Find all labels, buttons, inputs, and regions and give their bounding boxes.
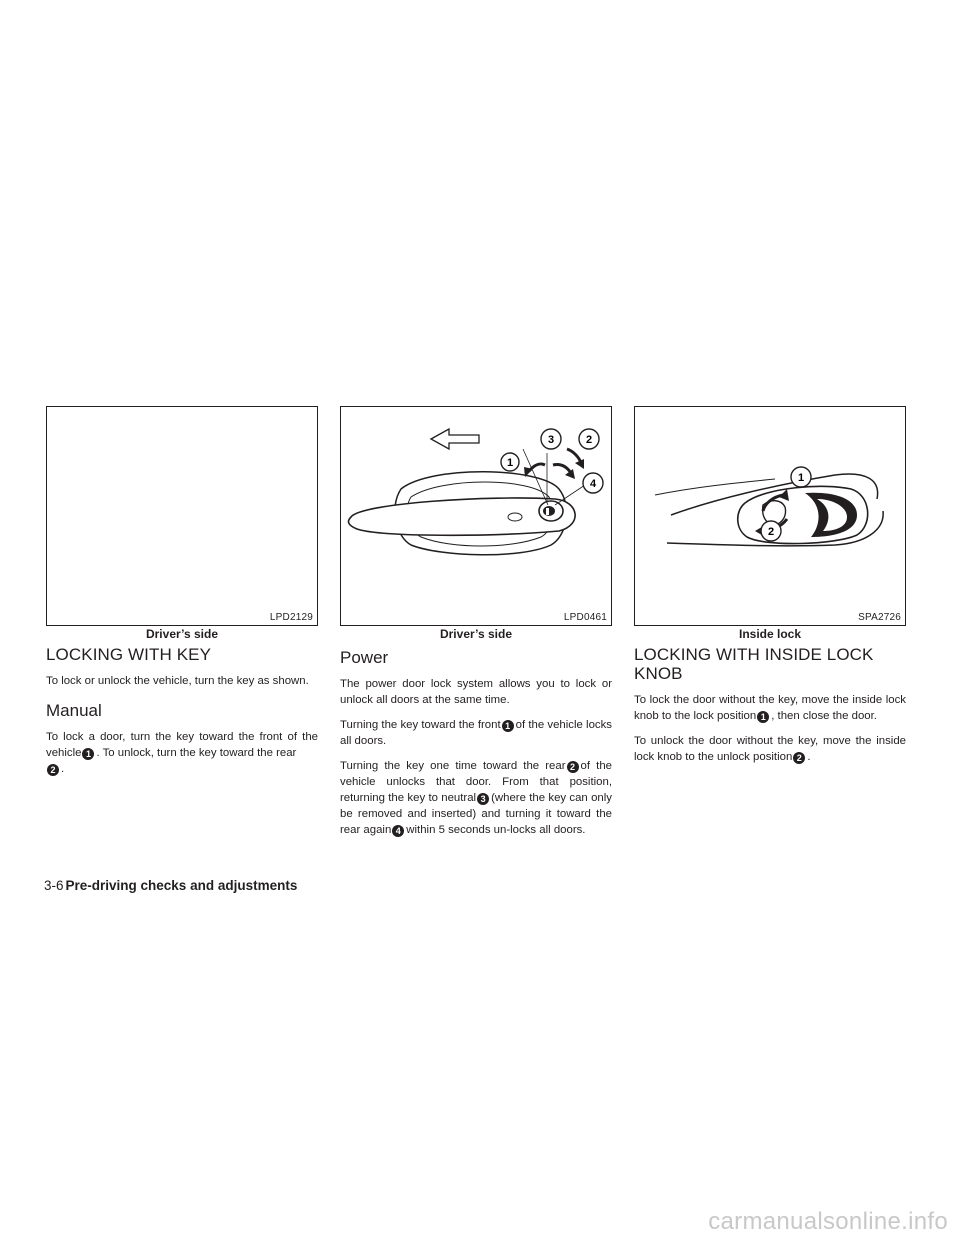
callout-2-icon: 2	[793, 752, 805, 764]
inside-lock-illustration	[635, 407, 905, 625]
door-handle-illustration	[341, 407, 611, 625]
figure-caption: Driver’s side	[145, 627, 219, 641]
paragraph-inside-lock-2: To unlock the door without the key, move the inside lock knob to the unlock position 2 .	[634, 735, 906, 763]
callout-3-icon	[541, 429, 561, 449]
page-number: 3-6	[44, 878, 64, 893]
svg-text:1: 1	[506, 457, 514, 469]
column-3	[634, 406, 906, 765]
paragraph-intro: To lock or unlock the vehicle, turn the key as shown.	[46, 675, 309, 687]
paragraph-power-2: Turning the key toward the front 1 of the vehicle locks all doors.	[340, 719, 612, 747]
figure-lpd0461	[340, 406, 612, 626]
callout-2-icon: 2	[567, 761, 579, 773]
callout-1-icon: 1	[757, 711, 769, 723]
svg-text:2: 2	[585, 434, 593, 446]
section-title: Pre-driving checks and adjustments	[65, 878, 298, 893]
callout-2-icon: 2	[47, 764, 59, 776]
column-2	[340, 406, 612, 838]
callout-2-icon	[761, 521, 781, 541]
figure-spa2726	[634, 406, 906, 626]
callout-1-icon	[791, 467, 811, 487]
callout-2-icon	[579, 429, 599, 449]
page-footer	[44, 878, 297, 894]
svg-text:2: 2	[767, 526, 775, 538]
subheading-manual: Manual	[46, 701, 102, 720]
front-arrow-icon	[431, 429, 479, 449]
callout-4-icon: 4	[392, 825, 404, 837]
paragraph-manual: To lock a door, turn the key toward the front of the vehicle 1 . To unlock, turn the key toward the rear 2 .	[46, 731, 318, 775]
paragraph-power-1: The power door lock system allows you to lock or unlock all doors at the same time.	[340, 678, 612, 706]
paragraph-inside-lock-1: To lock the door without the key, move the inside lock knob to the lock position 1 , then close the door.	[634, 694, 906, 722]
subheading-power: Power	[340, 648, 389, 667]
callout-1-icon: 1	[502, 720, 514, 732]
section-heading-inside-lock-knob: LOCKING WITH INSIDE LOCK KNOB	[634, 645, 874, 683]
callout-1-icon	[501, 453, 519, 471]
figure-caption: Inside lock	[738, 627, 802, 641]
callout-1-icon: 1	[82, 748, 94, 760]
section-heading-locking-with-key: LOCKING WITH KEY	[46, 645, 212, 664]
figure-code: LPD2129	[269, 612, 313, 623]
watermark: carmanualsonline.info	[708, 1208, 948, 1235]
svg-text:3: 3	[547, 434, 555, 446]
svg-text:1: 1	[797, 472, 805, 484]
figure-code: LPD0461	[563, 612, 607, 623]
callout-4-icon	[583, 473, 603, 493]
column-1	[46, 406, 318, 777]
figure-code: SPA2726	[858, 612, 901, 623]
figure-caption: Driver’s side	[439, 627, 513, 641]
paragraph-power-3: Turning the key one time toward the rear 2 of the vehicle unlocks that door. From that position, returning the key to neutral 3 (where the key can only be removed and inserted) and turning it toward the rear again 4 within 5 seconds un-locks all doors.	[340, 760, 613, 836]
figure-lpd2129	[46, 406, 318, 626]
svg-text:4: 4	[589, 478, 597, 490]
callout-3-icon: 3	[477, 793, 489, 805]
